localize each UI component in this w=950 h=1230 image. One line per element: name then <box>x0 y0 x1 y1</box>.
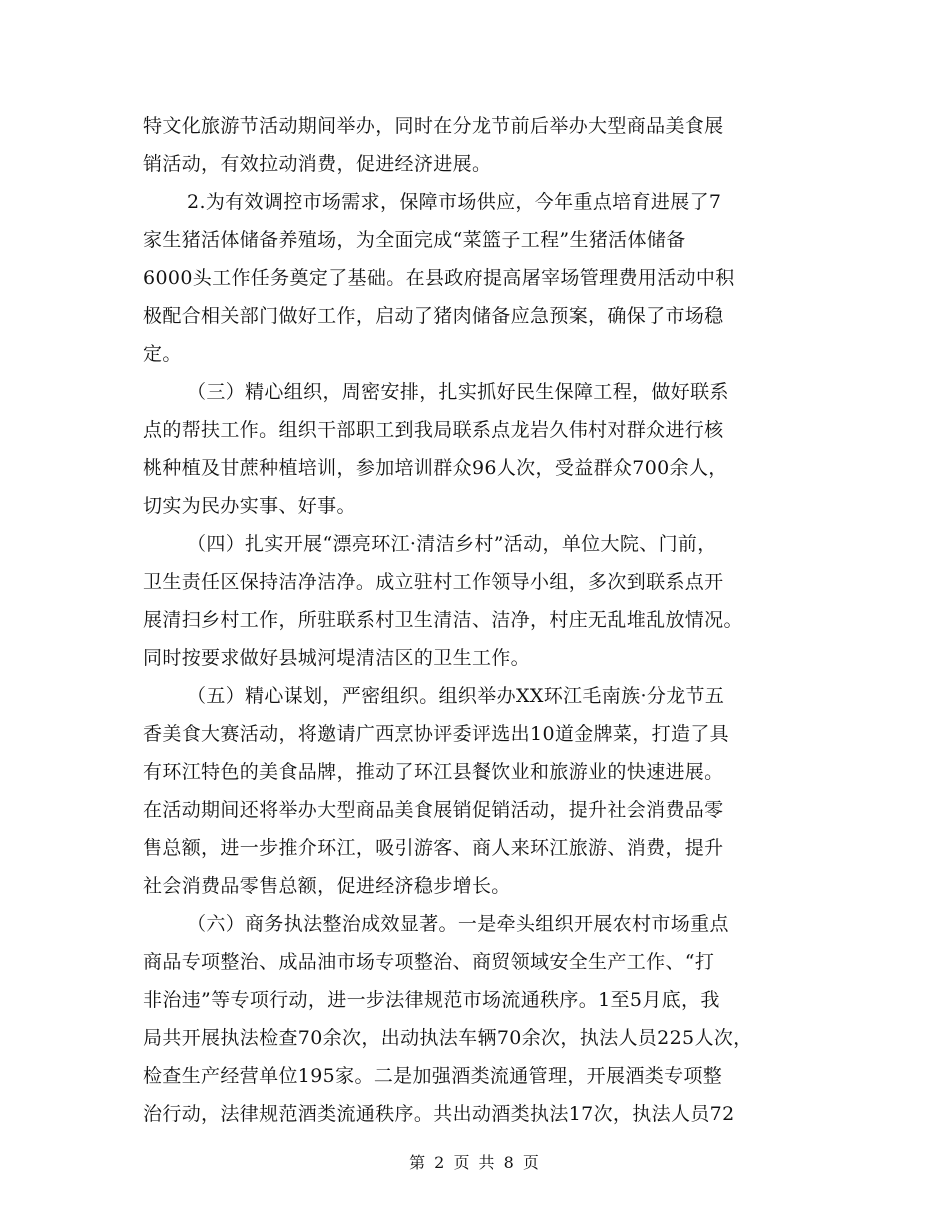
text-line: 检查生产经营单位195家。二是加强酒类流通管理，开展酒类专项整 <box>143 1065 723 1087</box>
text-line: 商品专项整治、成品油市场专项整治、商贸领域安全生产工作、“打 <box>143 951 715 973</box>
text-line: 有环江特色的美食品牌，推动了环江县餐饮业和旅游业的快速进展。 <box>143 761 724 783</box>
text-line: 局共开展执法检查70余次，出动执法车辆70余次，执法人员225人次， <box>143 1027 753 1049</box>
text-line: 非治违”等专项行动，进一步法律规范市场流通秩序。1至5月底，我 <box>143 989 720 1011</box>
text-line: （四）扎实开展“漂亮环江·清洁乡村”活动，单位大院、门前， <box>187 533 717 555</box>
text-line: 定。 <box>143 343 182 365</box>
text-line: 点的帮扶工作。组织干部职工到我局联系点龙岩久伟村对群众进行核 <box>143 419 724 441</box>
text-line: 6000头工作任务奠定了基础。在县政府提高屠宰场管理费用活动中积 <box>143 267 735 289</box>
text-line: 展清扫乡村工作，所驻联系村卫生清洁、洁净，村庄无乱堆乱放情况。 <box>143 609 743 631</box>
text-line: 2.为有效调控市场需求，保障市场供应，今年重点培育进展了7 <box>187 191 722 213</box>
text-line: 香美食大赛活动，将邀请广西烹协评委评选出10道金牌菜，打造了具 <box>143 723 730 745</box>
text-line: （五）精心谋划，严密组织。组织举办XX环江毛南族·分龙节五 <box>187 685 725 707</box>
text-line: 在活动期间还将举办大型商品美食展销促销活动，提升社会消费品零 <box>143 799 724 821</box>
text-line: 同时按要求做好县城河堤清洁区的卫生工作。 <box>143 647 531 669</box>
text-line: 治行动，法律规范酒类流通秩序。共出动酒类执法17次，执法人员72 <box>143 1103 735 1125</box>
text-line: 销活动，有效拉动消费，促进经济进展。 <box>143 153 492 175</box>
text-line: 桃种植及甘蔗种植培训，参加培训群众96人次，受益群众700余人， <box>143 457 728 479</box>
page-number-footer: 第 2 页 共 8 页 <box>409 1153 541 1172</box>
text-line: 极配合相关部门做好工作，启动了猪肉储备应急预案，确保了市场稳 <box>143 305 724 327</box>
text-line: （三）精心组织，周密安排，扎实抓好民生保障工程，做好联系 <box>187 381 729 403</box>
text-line: 切实为民办实事、好事。 <box>143 495 356 517</box>
text-line: 家生猪活体储备养殖场，为全面完成“菜篮子工程”生猪活体储备 <box>143 229 686 251</box>
text-line: 社会消费品零售总额，促进经济稳步增长。 <box>143 875 511 897</box>
text-line: 售总额，进一步推介环江，吸引游客、商人来环江旅游、消费，提升 <box>143 837 724 859</box>
text-line: 卫生责任区保持洁净洁净。成立驻村工作领导小组，多次到联系点开 <box>143 571 724 593</box>
text-line: 特文化旅游节活动期间举办，同时在分龙节前后举办大型商品美食展 <box>143 115 724 137</box>
text-line: （六）商务执法整治成效显著。一是牵头组织开展农村市场重点 <box>187 913 729 935</box>
